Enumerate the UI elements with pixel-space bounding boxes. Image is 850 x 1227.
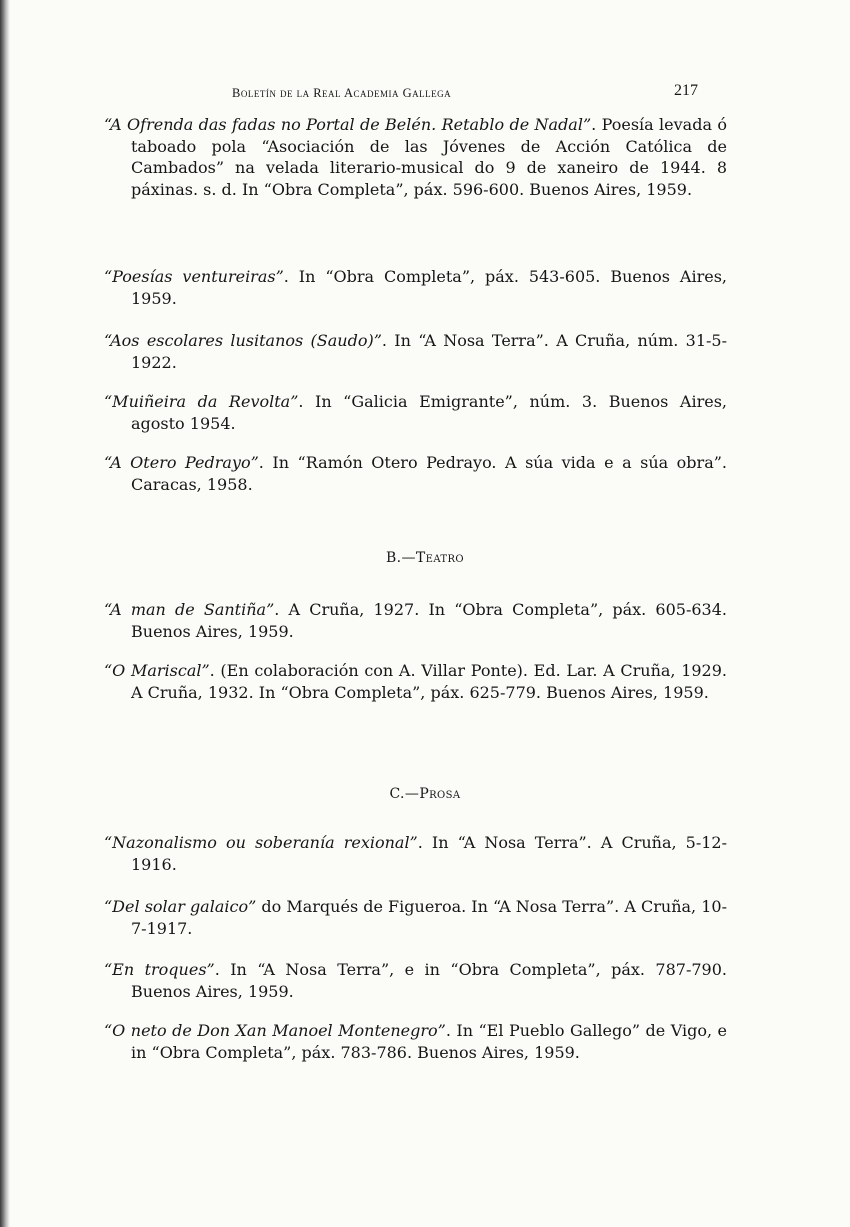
bibliography-entry xyxy=(104,391,727,434)
section-name: Teatro xyxy=(415,550,465,566)
entry-details: . (En colaboración con A. Villar Ponte). Ed. Lar. A Cruña, 1929. A Cruña, 1932. In “Obra Completa”, páx. 625-779. Buenos Aires, 1959. xyxy=(131,661,727,702)
entry-title: “Muiñeira da Revolta” xyxy=(104,392,299,411)
entry-details: . In “A Nosa Terra”, e in “Obra Completa”, páx. 787-790. Buenos Aires, 1959. xyxy=(131,960,727,1001)
entry-details: do Marqués de Figueroa. In “A Nosa Terra”. A Cruña, 10-7-1917. xyxy=(131,897,728,938)
bibliography-entry xyxy=(104,660,727,703)
bibliography-entry xyxy=(104,832,727,875)
entry-title: “O neto de Don Xan Manoel Montenegro” xyxy=(104,1021,446,1040)
entry-details: . In “A Nosa Terra”. A Cruña, 5-12-1916. xyxy=(131,833,727,874)
journal-title: Boletín de la Real Academia Gallega xyxy=(232,86,452,100)
entry-details: . In “Obra Completa”, páx. 543-605. Buenos Aires, 1959. xyxy=(131,267,728,308)
section-letter: B.— xyxy=(385,550,416,566)
entry-details: . A Cruña, 1927. In “Obra Completa”, páx. 605-634. Buenos Aires, 1959. xyxy=(131,600,727,641)
bibliography-entry xyxy=(104,330,727,373)
entry-title: “A Otero Pedrayo” xyxy=(104,453,259,472)
entry-title: “Nazonalismo ou soberanía rexional” xyxy=(104,833,418,852)
entry-title: “Poesías ventureiras” xyxy=(104,267,284,286)
entry-details: . In “El Pueblo Gallego” de Vigo, e in “Obra Completa”, páx. 783-786. Buenos Aires, 1959. xyxy=(131,1021,727,1062)
bibliography-entry xyxy=(104,1020,727,1063)
bibliography-entry xyxy=(104,599,727,642)
entry-details: . In “Ramón Otero Pedrayo. A súa vida e a súa obra”. Caracas, 1958. xyxy=(131,453,728,494)
running-header xyxy=(232,82,698,106)
entry-title: “Aos escolares lusitanos (Saudo)” xyxy=(104,331,382,350)
bibliography-entry xyxy=(104,896,727,939)
book-binding-edge xyxy=(0,0,10,1227)
section-name: Prosa xyxy=(419,786,461,802)
section-heading-theatre xyxy=(0,550,850,566)
page-number: 217 xyxy=(674,82,698,99)
bibliography-entry xyxy=(104,452,727,495)
entry-title: “A Ofrenda das fadas no Portal de Belén. Retablo de Nadal” xyxy=(104,115,592,134)
entry-details: . Poesía levada ó taboado pola “Asociación de las Jóvenes de Acción Católica de Cambados” na velada literario-musical do 9 de xaneiro de 1944. 8 páxinas. s. d. In “Obra Completa”, páx. 596-600. Buenos Aires, 1959. xyxy=(131,115,728,199)
entry-details: . In “Galicia Emigrante”, núm. 3. Buenos Aires, agosto 1954. xyxy=(131,392,728,433)
section-heading-prose xyxy=(0,786,850,802)
entry-title: “A man de Santiña” xyxy=(104,600,275,619)
section-letter: C.— xyxy=(389,786,420,802)
bibliography-entry xyxy=(104,114,727,200)
entry-title: “Del solar galaico” xyxy=(104,897,257,916)
entry-details: . In “A Nosa Terra”. A Cruña, núm. 31-5-1922. xyxy=(131,331,727,372)
bibliography-entry xyxy=(104,266,727,309)
entry-title: “En troques” xyxy=(104,960,215,979)
entry-title: “O Mariscal” xyxy=(104,661,210,680)
bibliography-entry xyxy=(104,959,727,1002)
